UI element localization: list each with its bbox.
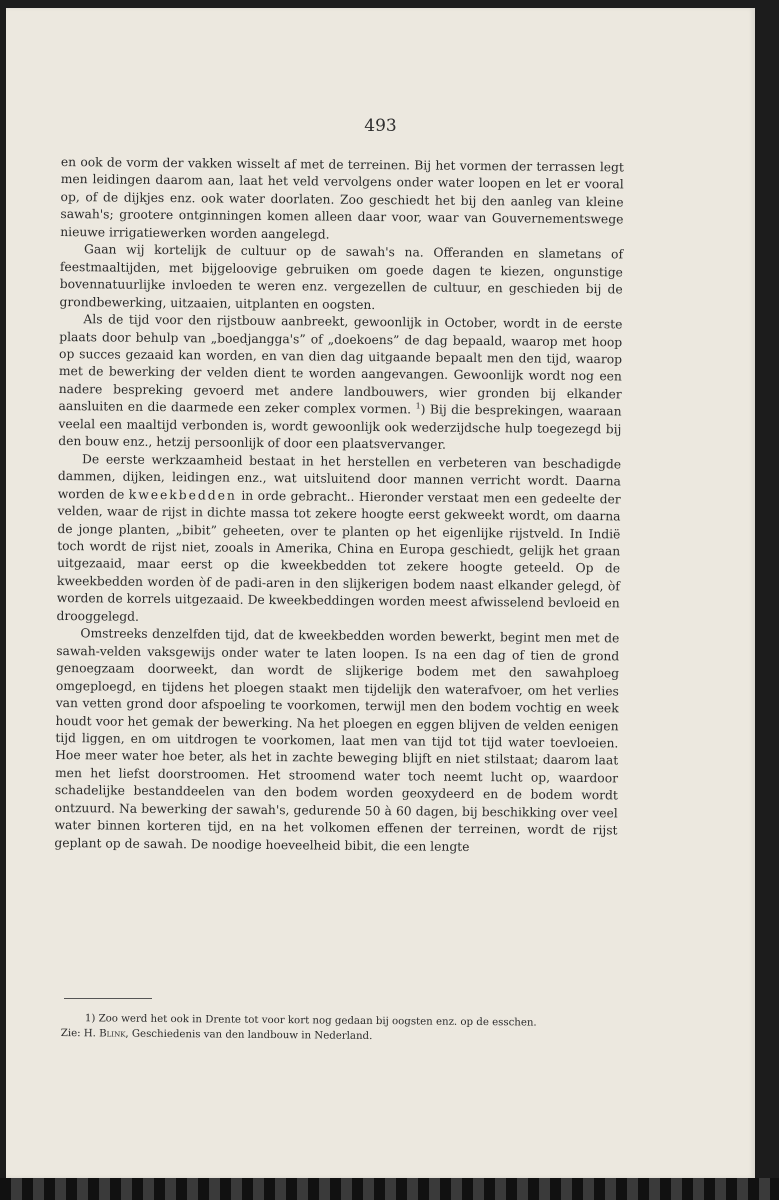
paragraph-1: en ook de vorm der vakken wisselt af met de terreinen. Bij het vormen der terrassen legt men leidingen daarom aan, laat het veld vervolgens onder water loopen en let er vooral op, of de dijkjes enz. ook water doorlaten. Zoo geschiedt het bij den aanleg van kleine sawah's; grootere ontginningen komen alleen daar voor, waar van Gouvernementswege nieuwe irrigatiewerken worden aangelegd. [60,154,624,242]
book-page [6,8,755,1178]
spaced-term: kweekbedden [128,487,237,503]
footnote-line: 1) Zoo werd het ook in Drente tot voor kort nog gedaan bij oogsten enz. op de esschen. [84,1013,537,1029]
footnote [61,1011,624,1046]
paragraph-3-text-a: Als de tijd voor den rijstbouw aanbreekt, gewoonlijk in October, wordt in de eerste plaats door behulp van „boedjangga's” of „doekoens” de dag bepaald, waarop met hoop op succes gezaaid kan worden, en van dien dag uitgaande bepaalt men den tijd, waarop met de bewerking der velden dient te worden aangevangen. Gewoonlijk wordt nog een nadere bespreking gevoerd met andere landbouwers, wier gronden bij elkander aansluiten en die daarmede een zeker complex vormen. [58,312,623,417]
footnote-title: , Geschiedenis van den landbouw in Nederland. [125,1028,373,1042]
footnote-zie: Zie: H. [60,1027,100,1040]
paragraph-5: Omstreeks denzelfden tijd, dat de kweekbedden worden bewerkt, begint men met de sawah-velden vaksgewijs onder water te laten loopen. Is na een dag of tien de grond genoegzaam doorweekt, dan wordt de slijkerige bodem met den sawahploeg omgeploegd, en tijdens het ploegen staakt men tijdelijk den waterafvoer, om het verlies van vetten grond door afspoeling te voorkomen, terwijl men den bodem vochtig en week houdt voor het gemak der bewerking. Na het ploegen en eggen blijven de velden eenigen tijd liggen, en om uitdrogen te voorkomen, laat men van tijd tot tijd water toevloeien. Hoe meer water hoe beter, als het in zachte beweging blijft en niet stilstaat; daarom laat men het liefst doorstroomen. Het stroomend water toch neemt lucht op, waardoor schadelijke bestanddeelen van den bodem worden geoxydeerd en de bodem wordt ontzuurd. Na bewerking der sawah's, gedurende 50 à 60 dagen, bij beschikking over veel water binnen korteren tijd, en na het volkomen effenen der terreinen, wordt de rijst geplant op de sawah. De noodige hoeveelheid bibit, die een lengte [54,626,620,854]
footnote-author: Blink [99,1028,126,1040]
page-number: 493 [364,116,397,136]
body-text [54,154,624,857]
paragraph-2: Gaan wij kortelijk de cultuur op de sawah's na. Offeranden en slametans of feestmaaltijden, met bijgeloovige gebruiken om goede dagen te kiezen, ongunstige bovennatuurlijke invloeden te weren enz. vergezellen de cultuur, en geschieden bij de grondbewerking, uitzaaien, uitplanten en oogsten. [59,242,624,312]
footnote-marker: 1 [415,401,421,411]
paragraph-3-text-b: ) Bij die besprekingen, waaraan veelal een maaltijd verbonden is, wordt gewoonlijk ook wederzijdsche hulp toegezegd bij den bouw enz., hetzij persoonlijk of door een plaatsvervanger. [58,402,622,452]
scan-edge-strip [0,1178,779,1200]
paragraph-4-text-b: in orde gebracht.. Hieronder verstaat men een gedeelte der velden, waar de rijst in dichte massa tot zekere hoogte eerst gekweekt wordt, om daarna de jonge planten, „bibit” geheeten, over te planten op het eigenlijke rijstveld. In Indië toch wordt de rijst niet, zooals in Amerika, China en Europa geschiedt, gelijk het graan uitgezaaid, maar eerst op die kweekbedden tot zekere hoogte geteeld. Op de kweekbedden worden òf de padi-aren in den slijkerigen bodem naast elkander gelegd, òf worden de korrels uitgezaaid. De kweekbeddingen worden meest afwisselend bevloeid en drooggelegd. [56,488,621,624]
footnote-divider [64,998,152,999]
paragraph-3 [58,311,622,456]
paragraph-4-text-a: De eerste werkzaamheid bestaat in het herstellen en verbeteren van beschadigde dammen, dijken, leidingen enz., wat uitsluitend door mannen verricht wordt. Daarna worden de [57,451,622,502]
paragraph-4 [56,451,621,631]
